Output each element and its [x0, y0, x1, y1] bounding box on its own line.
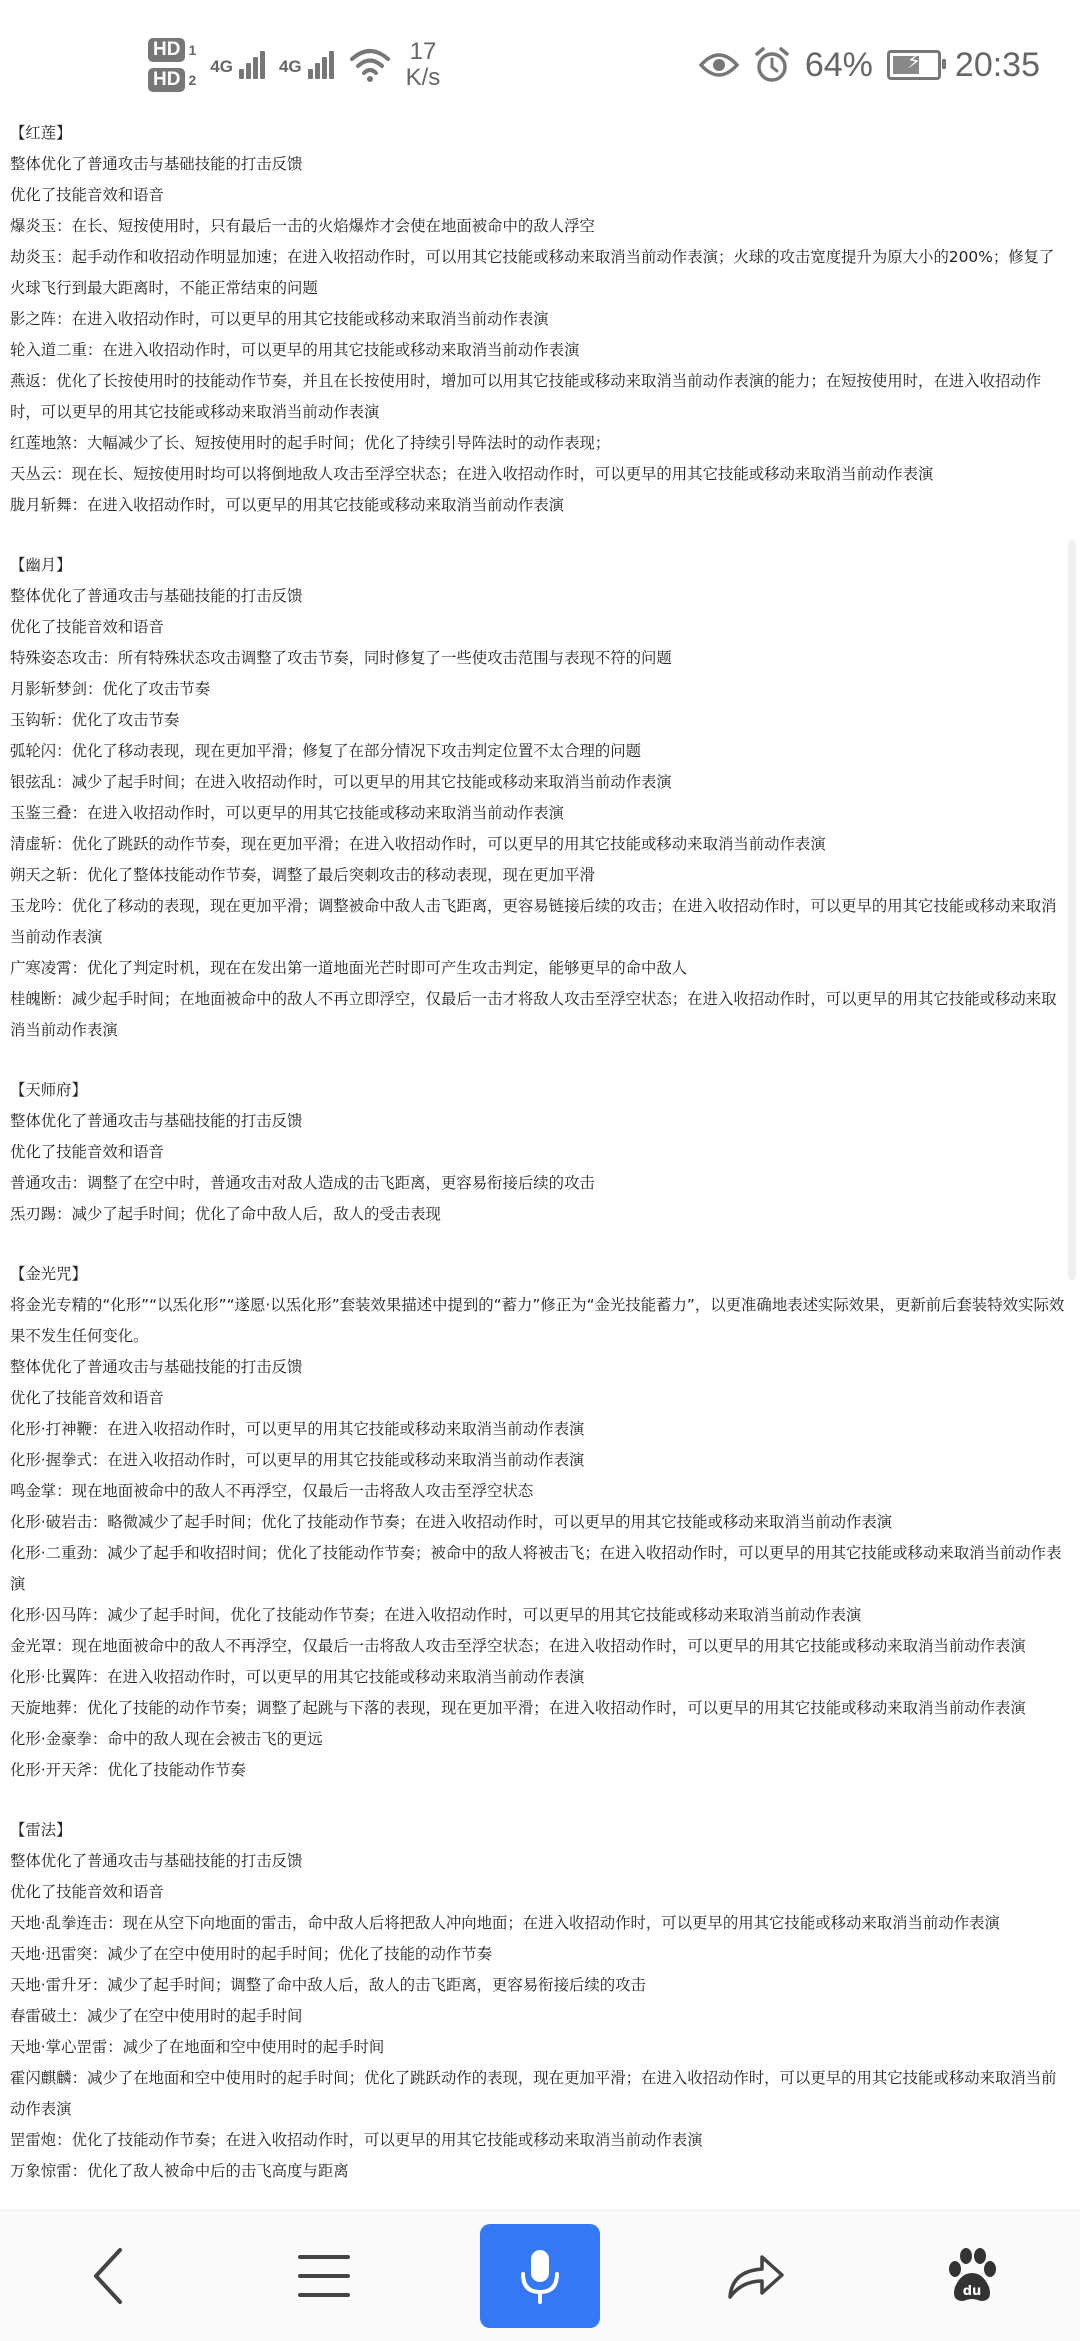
baidu-button[interactable] — [912, 2216, 1032, 2336]
hd-1 — [148, 38, 196, 62]
section-line: 胧月斩舞：在进入收招动作时，可以更早的用其它技能或移动来取消当前动作表演 — [10, 496, 565, 514]
microphone-icon — [518, 2248, 562, 2304]
section-line: 爆炎玉：在长、短按使用时，只有最后一击的火焰爆炸才会使在地面被命中的敌人浮空 — [10, 217, 595, 235]
hd-icon: HD — [148, 68, 185, 92]
section — [10, 550, 1065, 1046]
section-title: 【金光咒】 — [10, 1265, 87, 1283]
section-line: 特殊姿态攻击：所有特殊状态攻击调整了攻击节奏，同时修复了一些使攻击范围与表现不符的问题 — [10, 649, 672, 667]
section — [10, 118, 1065, 521]
bottom-navigation — [0, 2210, 1080, 2341]
section-title: 【天师府】 — [10, 1081, 87, 1099]
section-line: 化形·比翼阵：在进入收招动作时，可以更早的用其它技能或移动来取消当前动作表演 — [10, 1668, 585, 1686]
hd-number: 1 — [188, 42, 197, 58]
section-title: 【幽月】 — [10, 556, 72, 574]
section-line: 红莲地煞：大幅减少了长、短按使用时的起手时间；优化了持续引导阵法时的动作表现； — [10, 434, 611, 452]
section-line: 玉龙吟：优化了移动的表现，现在更加平滑；调整被命中敌人击飞距离，更容易链接后续的攻击；在进入收招动作时，可以更早的用其它技能或移动来取消当前动作表演 — [10, 897, 1057, 946]
section-line: 天地·乱拳连击：现在从空下向地面的雷击，命中敌人后将把敌人冲向地面；在进入收招动作时，可以更早的用其它技能或移动来取消当前动作表演 — [10, 1914, 1000, 1932]
status-right — [699, 40, 1040, 90]
section-line: 化形·破岩击：略微减少了起手时间；优化了技能动作节奏；在进入收招动作时，可以更早的用其它技能或移动来取消当前动作表演 — [10, 1513, 893, 1531]
section-line: 化形·打神鞭：在进入收招动作时，可以更早的用其它技能或移动来取消当前动作表演 — [10, 1420, 585, 1438]
section-line: 影之阵：在进入收招动作时，可以更早的用其它技能或移动来取消当前动作表演 — [10, 310, 549, 328]
section-line: 优化了技能音效和语音 — [10, 1389, 164, 1407]
signal-icon-sim1 — [210, 51, 265, 79]
section-line: 化形·开天斧：优化了技能动作节奏 — [10, 1761, 246, 1779]
section-line: 天旋地葬：优化了技能的动作节奏；调整了起跳与下落的表现，现在更加平滑；在进入收招动作时，可以更早的用其它技能或移动来取消当前动作表演 — [10, 1699, 1026, 1717]
network-type-label: 4G — [210, 57, 233, 76]
section-line: 燕返：优化了长按使用时的技能动作节奏，并且在长按使用时，增加可以用其它技能或移动来取消当前动作表演的能力；在短按使用时，在进入收招动作时，可以更早的用其它技能或移动来取消当前动作表演 — [10, 372, 1042, 421]
charging-icon: ⚡ — [906, 51, 921, 73]
network-speed-unit: K/s — [405, 64, 441, 91]
section-line: 优化了技能音效和语音 — [10, 1883, 164, 1901]
section-line: 优化了技能音效和语音 — [10, 186, 164, 204]
section-line: 天地·迅雷突：减少了在空中使用时的起手时间；优化了技能的动作节奏 — [10, 1945, 493, 1963]
section-line: 劫炎玉：起手动作和收招动作明显加速；在进入收招动作时，可以用其它技能或移动来取消当前动作表演；火球的攻击宽度提升为原大小的200%；修复了火球飞行到最大距离时，不能正常结束的问题 — [10, 248, 1055, 297]
section-line: 整体优化了普通攻击与基础技能的打击反馈 — [10, 1112, 303, 1130]
section-line: 罡雷炮：优化了技能动作节奏；在进入收招动作时，可以更早的用其它技能或移动来取消当前动作表演 — [10, 2131, 703, 2149]
signal-icon-sim2 — [279, 51, 334, 79]
status-left — [148, 30, 440, 100]
menu-icon — [298, 2253, 350, 2299]
section-line: 朔天之斩：优化了整体技能动作节奏，调整了最后突刺攻击的移动表现，现在更加平滑 — [10, 866, 595, 884]
svg-text:du: du — [962, 2284, 982, 2299]
section-line: 整体优化了普通攻击与基础技能的打击反馈 — [10, 587, 303, 605]
section-line: 霍闪麒麟：减少了在地面和空中使用时的起手时间；优化了跳跃动作的表现，现在更加平滑；在进入收招动作时，可以更早的用其它技能或移动来取消当前动作表演 — [10, 2069, 1057, 2118]
article-content[interactable] — [10, 118, 1065, 2198]
section-title: 【红莲】 — [10, 124, 72, 142]
section-line: 普通攻击：调整了在空中时，普通攻击对敌人造成的击飞距离，更容易衔接后续的攻击 — [10, 1174, 595, 1192]
hd-2 — [148, 68, 196, 92]
section — [10, 1075, 1065, 1230]
section-line: 将金光专精的“化形”“以炁化形”“遂愿·以炁化形”套装效果描述中提到的“蓄力”修正为“金光技能蓄力”，以更准确地表述实际效果，更新前后套装特效实际效果不发生任何变化。 — [10, 1296, 1065, 1345]
hd-icon: HD — [148, 38, 185, 62]
battery-icon — [887, 50, 941, 80]
section-line: 弧轮闪：优化了移动表现，现在更加平滑；修复了在部分情况下攻击判定位置不太合理的问题 — [10, 742, 642, 760]
share-button[interactable] — [696, 2216, 816, 2336]
section-line: 优化了技能音效和语音 — [10, 1143, 164, 1161]
section-line: 整体优化了普通攻击与基础技能的打击反馈 — [10, 1358, 303, 1376]
section-line: 化形·金豪拳：命中的敌人现在会被击飞的更远 — [10, 1730, 323, 1748]
section-line: 天地·掌心罡雷：减少了在地面和空中使用时的起手时间 — [10, 2038, 385, 2056]
section-line: 万象惊雷：优化了敌人被命中后的击飞高度与距离 — [10, 2162, 349, 2180]
hd-number: 2 — [188, 72, 197, 88]
battery-percent: 64% — [804, 45, 873, 84]
section-line: 鸣金掌：现在地面被命中的敌人不再浮空，仅最后一击将敌人攻击至浮空状态 — [10, 1482, 534, 1500]
voice-search-button[interactable] — [480, 2224, 600, 2328]
section-line: 清虚斩：优化了跳跃的动作节奏，现在更加平滑；在进入收招动作时，可以更早的用其它技能或移动来取消当前动作表演 — [10, 835, 826, 853]
section-line: 化形·二重劲：减少了起手和收招时间；优化了技能动作节奏；被命中的敌人将被击飞；在进入收招动作时，可以更早的用其它技能或移动来取消当前动作表演 — [10, 1544, 1062, 1593]
network-type-label: 4G — [278, 57, 302, 76]
section-line: 玉钩斩：优化了攻击节奏 — [10, 711, 180, 729]
network-speed — [406, 39, 441, 91]
network-speed-value: 17 — [409, 38, 437, 65]
section — [10, 1259, 1065, 1786]
back-icon — [88, 2246, 128, 2306]
section-line: 炁刃踢：减少了起手时间；优化了命中敌人后，敌人的受击表现 — [10, 1205, 441, 1223]
section-line: 天丛云：现在长、短按使用时均可以将倒地敌人攻击至浮空状态；在进入收招动作时，可以更早的用其它技能或移动来取消当前动作表演 — [10, 465, 934, 483]
section-line: 优化了技能音效和语音 — [10, 618, 164, 636]
wifi-icon — [348, 47, 392, 83]
section-title: 【雷法】 — [10, 1821, 72, 1839]
section-line: 化形·囚马阵：减少了起手时间，优化了技能动作节奏；在进入收招动作时，可以更早的用其它技能或移动来取消当前动作表演 — [10, 1606, 862, 1624]
hd-indicators — [148, 38, 196, 92]
scrollbar[interactable] — [1068, 540, 1076, 1280]
back-button[interactable] — [48, 2216, 168, 2336]
share-icon — [726, 2251, 786, 2301]
section-line: 整体优化了普通攻击与基础技能的打击反馈 — [10, 1852, 303, 1870]
section-line: 轮入道二重：在进入收招动作时，可以更早的用其它技能或移动来取消当前动作表演 — [10, 341, 580, 359]
section-line: 化形·握拳式：在进入收招动作时，可以更早的用其它技能或移动来取消当前动作表演 — [10, 1451, 585, 1469]
section-line: 广寒凌霄：优化了判定时机，现在在发出第一道地面光芒时即可产生攻击判定，能够更早的命中敌人 — [10, 959, 688, 977]
section — [10, 1815, 1065, 2187]
section-line: 月影斩梦剑：优化了攻击节奏 — [10, 680, 211, 698]
eye-icon — [699, 51, 739, 79]
alarm-icon — [753, 46, 791, 84]
status-bar — [0, 0, 1080, 130]
baidu-icon — [943, 2247, 1001, 2305]
section-line: 银弦乱：减少了起手时间；在进入收招动作时，可以更早的用其它技能或移动来取消当前动作表演 — [10, 773, 672, 791]
section-line: 整体优化了普通攻击与基础技能的打击反馈 — [10, 155, 303, 173]
section-line: 天地·雷升牙：减少了起手时间；调整了命中敌人后，敌人的击飞距离，更容易衔接后续的攻击 — [10, 1976, 646, 1994]
section-line: 春雷破土：减少了在空中使用时的起手时间 — [10, 2007, 303, 2025]
menu-button[interactable] — [264, 2216, 384, 2336]
section-line: 桂魄断：减少起手时间；在地面被命中的敌人不再立即浮空，仅最后一击才将敌人攻击至浮空状态；在进入收招动作时，可以更早的用其它技能或移动来取消当前动作表演 — [10, 990, 1057, 1039]
section-line: 玉鉴三叠：在进入收招动作时，可以更早的用其它技能或移动来取消当前动作表演 — [10, 804, 565, 822]
clock: 20:35 — [954, 45, 1040, 84]
section-line: 金光罩：现在地面被命中的敌人不再浮空，仅最后一击将敌人攻击至浮空状态；在进入收招动作时，可以更早的用其它技能或移动来取消当前动作表演 — [10, 1637, 1026, 1655]
